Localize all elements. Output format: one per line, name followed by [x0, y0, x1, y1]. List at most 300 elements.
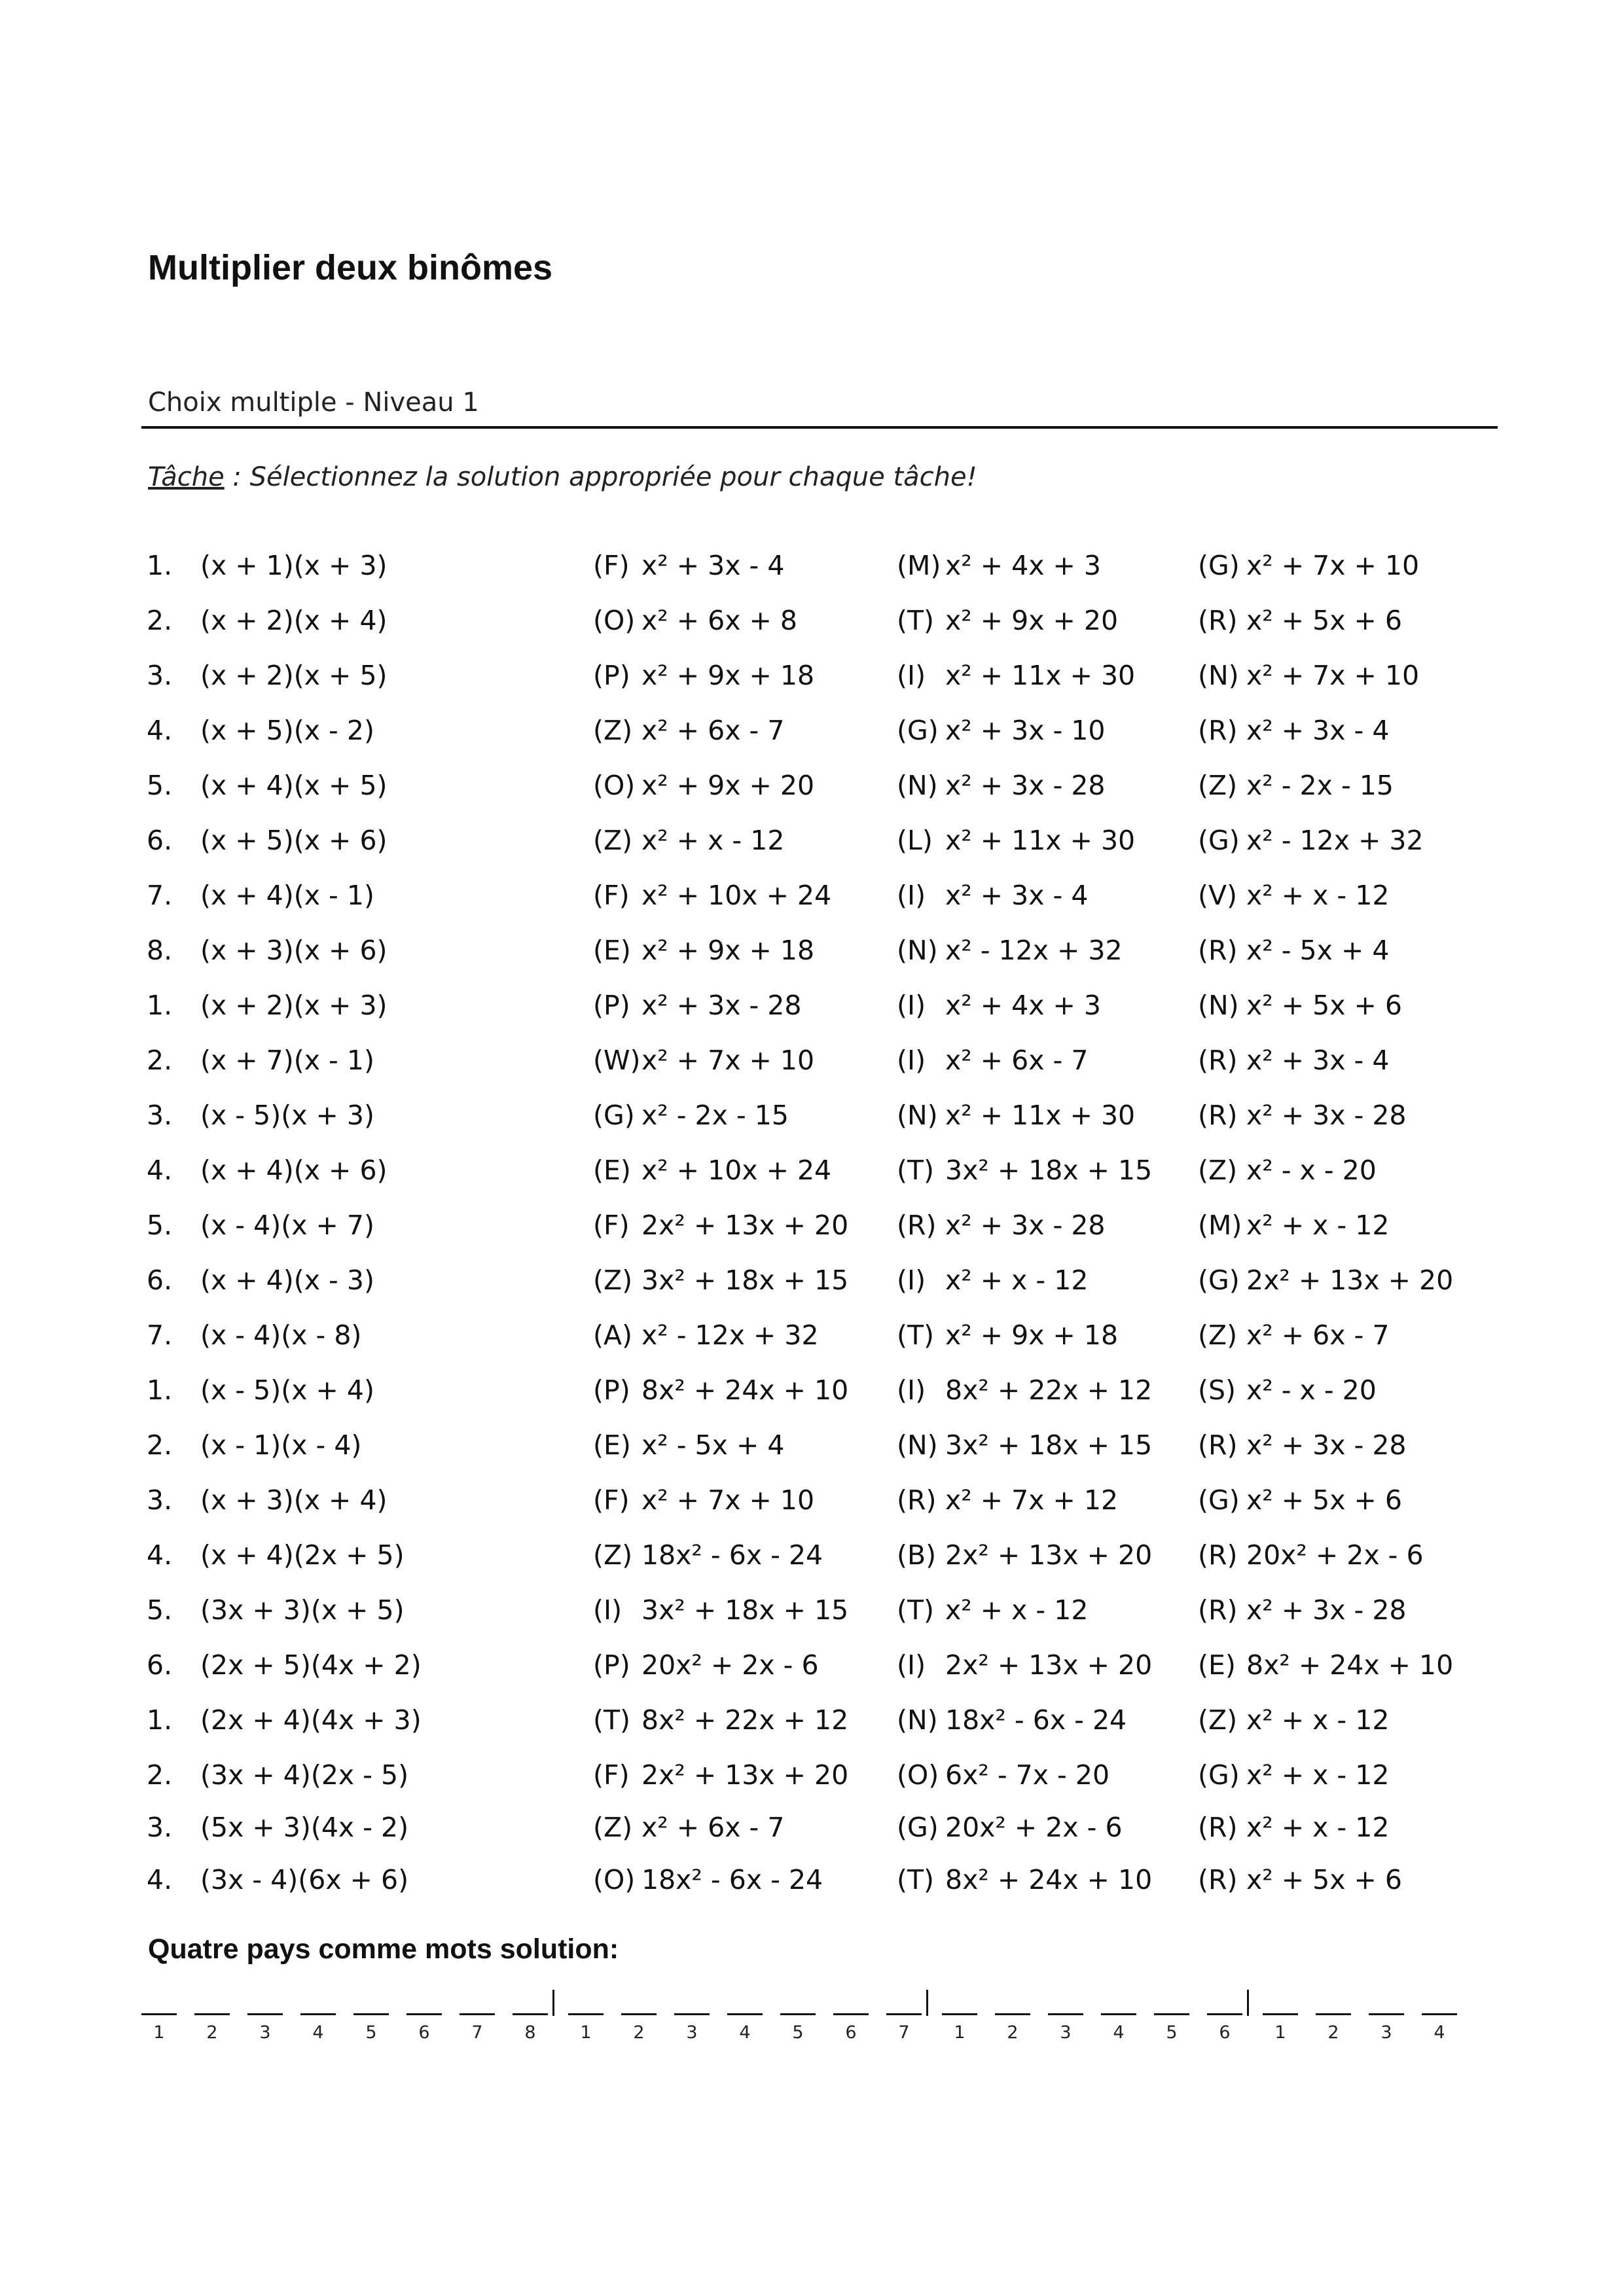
exercise-problem: (x - 4)(x - 8): [200, 1319, 362, 1351]
choice-expression: x² + 9x + 18: [641, 660, 815, 691]
choice-expression: x² + x - 12: [945, 1594, 1089, 1626]
exercise-number: 4.: [147, 715, 173, 746]
exercise-problem: (x - 1)(x - 4): [200, 1429, 362, 1461]
choice-expression: x² + 6x - 7: [1246, 1319, 1390, 1351]
answer-choice-b: [897, 1759, 1110, 1791]
choice-expression: 3x² + 18x + 15: [945, 1429, 1153, 1461]
choice-letter: (T): [897, 1319, 935, 1351]
answer-choice-a: [593, 935, 814, 966]
exercise-row: [0, 660, 1624, 699]
answer-blank-number: 6: [1219, 2022, 1231, 2043]
answer-choice-a: [593, 1649, 819, 1681]
answer-blank[interactable]: [621, 2013, 657, 2015]
exercise-problem: (3x - 4)(6x + 6): [200, 1864, 409, 1895]
answer-choice-c: [1198, 935, 1389, 966]
exercise-problem: (5x + 3)(4x - 2): [200, 1812, 409, 1843]
answer-choice-b: [897, 1429, 1152, 1461]
choice-letter: (I): [897, 990, 926, 1021]
answer-blank-number: 3: [686, 2022, 698, 2043]
answer-blank-number: 4: [739, 2022, 751, 2043]
answer-choice-c: [1198, 1265, 1453, 1296]
choice-expression: x² - 12x + 32: [1246, 825, 1424, 856]
choice-letter: (Z): [593, 1265, 633, 1296]
answer-blank-number: 5: [792, 2022, 804, 2043]
answer-choice-b: [897, 825, 1135, 856]
choice-letter: (R): [1198, 1812, 1238, 1843]
answer-choice-c: [1198, 880, 1389, 911]
answer-blanks: [0, 1990, 1624, 2055]
choice-letter: (G): [897, 1812, 939, 1843]
choice-expression: 8x² + 24x + 10: [641, 1374, 849, 1406]
exercise-number: 2.: [147, 1759, 173, 1791]
choice-letter: (T): [593, 1704, 631, 1736]
choice-expression: x² + 10x + 24: [641, 1155, 832, 1186]
exercise-row: [0, 880, 1624, 919]
choice-expression: 2x² + 13x + 20: [945, 1539, 1153, 1571]
word-separator: [552, 1990, 554, 2016]
answer-choice-a: [593, 1594, 848, 1626]
answer-choice-a: [593, 605, 797, 636]
answer-choice-a: [593, 660, 814, 691]
answer-blank[interactable]: [513, 2013, 548, 2015]
answer-blank[interactable]: [1207, 2013, 1242, 2015]
exercise-row: [0, 605, 1624, 644]
answer-blank[interactable]: [1101, 2013, 1136, 2015]
choice-expression: x² + 7x + 10: [1246, 660, 1420, 691]
answer-choice-a: [593, 1864, 823, 1895]
answer-blank[interactable]: [674, 2013, 710, 2015]
choice-letter: (T): [897, 1864, 935, 1895]
exercise-number: 7.: [147, 880, 173, 911]
exercise-row: [0, 1100, 1624, 1139]
answer-choice-c: [1198, 1429, 1407, 1461]
answer-choice-a: [593, 550, 784, 581]
choice-expression: x² + 3x - 28: [945, 1210, 1106, 1241]
choice-expression: x² + x - 12: [945, 1265, 1089, 1296]
answer-choice-c: [1198, 825, 1424, 856]
exercise-problem: (x + 2)(x + 4): [200, 605, 388, 636]
answer-blank-number: 1: [954, 2022, 965, 2043]
choice-letter: (O): [593, 1864, 636, 1895]
answer-blank[interactable]: [406, 2013, 442, 2015]
answer-blank[interactable]: [300, 2013, 336, 2015]
choice-letter: (Z): [1198, 1155, 1238, 1186]
choice-expression: 20x² + 2x - 6: [641, 1649, 819, 1681]
exercise-row: [0, 935, 1624, 974]
exercise-problem: (x - 4)(x + 7): [200, 1210, 374, 1241]
choice-expression: x² + x - 12: [1246, 1210, 1390, 1241]
task-text: : Sélectionnez la solution appropriée pour chaque tâche!: [224, 462, 977, 492]
choice-expression: x² + 5x + 6: [1246, 1864, 1402, 1895]
answer-choice-a: [593, 1155, 831, 1186]
exercise-problem: (x + 3)(x + 4): [200, 1484, 388, 1516]
answer-choice-c: [1198, 1812, 1389, 1843]
answer-blank-number: 2: [1327, 2022, 1339, 2043]
choice-letter: (L): [897, 825, 933, 856]
choice-expression: x² - x - 20: [1246, 1155, 1377, 1186]
answer-blank[interactable]: [1316, 2013, 1351, 2015]
answer-choice-c: [1198, 1539, 1424, 1571]
choice-letter: (E): [1198, 1649, 1236, 1681]
answer-choice-c: [1198, 715, 1389, 746]
choice-letter: (F): [593, 550, 630, 581]
answer-blank[interactable]: [141, 2013, 177, 2015]
answer-blank[interactable]: [833, 2013, 869, 2015]
exercise-problem: (x - 5)(x + 3): [200, 1100, 374, 1131]
choice-expression: x² + 7x + 12: [945, 1484, 1119, 1516]
exercise-problem: (2x + 4)(4x + 3): [200, 1704, 422, 1736]
choice-letter: (R): [1198, 1594, 1238, 1626]
choice-expression: 8x² + 22x + 12: [945, 1374, 1153, 1406]
choice-letter: (G): [1198, 825, 1240, 856]
answer-blank-number: 3: [1380, 2022, 1392, 2043]
answer-choice-b: [897, 1539, 1152, 1571]
exercise-number: 8.: [147, 935, 173, 966]
choice-letter: (N): [1198, 990, 1239, 1021]
exercise-row: [0, 550, 1624, 589]
answer-choice-a: [593, 1374, 848, 1406]
answer-choice-a: [593, 1484, 814, 1516]
exercise-row: [0, 715, 1624, 754]
choice-letter: (F): [593, 1210, 630, 1241]
answer-choice-a: [593, 1759, 848, 1791]
exercise-problem: (x + 5)(x + 6): [200, 825, 388, 856]
choice-letter: (Z): [593, 1539, 633, 1571]
answer-choice-a: [593, 1812, 784, 1843]
answer-choice-c: [1198, 1100, 1407, 1131]
exercise-number: 2.: [147, 1429, 173, 1461]
answer-choice-c: [1198, 1319, 1389, 1351]
choice-letter: (M): [897, 550, 941, 581]
choice-expression: 8x² + 24x + 10: [945, 1864, 1153, 1895]
choice-expression: x² + 11x + 30: [945, 1100, 1136, 1131]
choice-letter: (Z): [1198, 770, 1238, 801]
choice-letter: (E): [593, 1429, 631, 1461]
choice-expression: x² + 9x + 20: [641, 770, 815, 801]
choice-expression: x² + 4x + 3: [945, 990, 1101, 1021]
exercise-problem: (3x + 3)(x + 5): [200, 1594, 405, 1626]
answer-choice-c: [1198, 1484, 1402, 1516]
choice-letter: (O): [593, 770, 636, 801]
choice-expression: 3x² + 18x + 15: [945, 1155, 1153, 1186]
answer-choice-a: [593, 1539, 823, 1571]
choice-letter: (M): [1198, 1210, 1242, 1241]
exercise-row: [0, 1864, 1624, 1903]
answer-blank[interactable]: [568, 2013, 604, 2015]
choice-letter: (I): [897, 1374, 926, 1406]
answer-choice-c: [1198, 1594, 1407, 1626]
answer-choice-c: [1198, 660, 1419, 691]
choice-expression: x² + 5x + 6: [1246, 1484, 1402, 1516]
exercise-problem: (x + 4)(x - 3): [200, 1265, 374, 1296]
header-divider: [141, 426, 1498, 429]
choice-expression: x² + 3x - 10: [945, 715, 1106, 746]
answer-blank-number: 1: [153, 2022, 165, 2043]
choice-expression: x² + 11x + 30: [945, 825, 1136, 856]
answer-blank-number: 1: [580, 2022, 592, 2043]
answer-choice-c: [1198, 1374, 1377, 1406]
exercise-number: 2.: [147, 1045, 173, 1076]
choice-expression: x² + x - 12: [1246, 880, 1390, 911]
choice-expression: x² - 12x + 32: [945, 935, 1123, 966]
choice-letter: (R): [1198, 715, 1238, 746]
answer-blank-number: 2: [1007, 2022, 1019, 2043]
answer-choice-b: [897, 1265, 1088, 1296]
answer-choice-a: [593, 990, 802, 1021]
exercise-row: [0, 770, 1624, 809]
choice-letter: (I): [897, 1045, 926, 1076]
choice-expression: x² + 3x - 28: [641, 990, 802, 1021]
answer-choice-b: [897, 1864, 1152, 1895]
choice-expression: x² - 5x + 4: [1246, 935, 1390, 966]
choice-expression: x² - 5x + 4: [641, 1429, 785, 1461]
choice-expression: x² + 3x - 4: [641, 550, 785, 581]
answer-choice-a: [593, 1265, 848, 1296]
choice-letter: (E): [593, 1155, 631, 1186]
exercise-row: [0, 1594, 1624, 1634]
choice-letter: (A): [593, 1319, 633, 1351]
answer-choice-b: [897, 1100, 1135, 1131]
exercise-problem: (x + 3)(x + 6): [200, 935, 388, 966]
choice-letter: (B): [897, 1539, 937, 1571]
word-separator: [1247, 1990, 1249, 2016]
choice-letter: (R): [1198, 1539, 1238, 1571]
choice-letter: (Z): [593, 825, 633, 856]
choice-letter: (P): [593, 660, 630, 691]
answer-blank-number: 7: [898, 2022, 910, 2043]
choice-expression: 8x² + 24x + 10: [1246, 1649, 1454, 1681]
exercise-number: 5.: [147, 1594, 173, 1626]
choice-letter: (G): [1198, 550, 1240, 581]
answer-blank[interactable]: [995, 2013, 1030, 2015]
answer-choice-a: [593, 880, 831, 911]
answer-choice-c: [1198, 1649, 1453, 1681]
choice-expression: x² + x - 12: [1246, 1812, 1390, 1843]
exercise-problem: (x + 4)(x + 5): [200, 770, 388, 801]
answer-blank[interactable]: [247, 2013, 283, 2015]
choice-letter: (T): [897, 1594, 935, 1626]
task-instruction: [148, 462, 977, 492]
exercise-row: [0, 1812, 1624, 1851]
choice-letter: (P): [593, 1374, 630, 1406]
answer-choice-b: [897, 1319, 1118, 1351]
exercise-number: 2.: [147, 605, 173, 636]
choice-letter: (Z): [593, 1812, 633, 1843]
exercise-problem: (x + 4)(x + 6): [200, 1155, 388, 1186]
choice-letter: (T): [897, 605, 935, 636]
answer-choice-b: [897, 935, 1123, 966]
choice-letter: (I): [897, 880, 926, 911]
choice-expression: 18x² - 6x - 24: [641, 1539, 823, 1571]
exercise-number: 3.: [147, 1812, 173, 1843]
choice-letter: (P): [593, 1649, 630, 1681]
choice-expression: 18x² - 6x - 24: [641, 1864, 823, 1895]
choice-letter: (R): [1198, 1429, 1238, 1461]
choice-expression: 3x² + 18x + 15: [641, 1594, 849, 1626]
choice-letter: (N): [897, 1100, 938, 1131]
answer-choice-b: [897, 1594, 1088, 1626]
answer-choice-a: [593, 770, 814, 801]
answer-blank[interactable]: [942, 2013, 977, 2015]
exercise-number: 4.: [147, 1539, 173, 1571]
answer-blank[interactable]: [727, 2013, 763, 2015]
exercise-problem: (x + 4)(x - 1): [200, 880, 374, 911]
answer-choice-b: [897, 1812, 1123, 1843]
choice-letter: (S): [1198, 1374, 1236, 1406]
answer-blank[interactable]: [780, 2013, 816, 2015]
choice-expression: x² + 3x - 28: [1246, 1429, 1407, 1461]
exercise-row: [0, 1045, 1624, 1084]
answer-blank-number: 7: [471, 2022, 483, 2043]
exercise-number: 5.: [147, 1210, 173, 1241]
subtitle: Choix multiple - Niveau 1: [148, 387, 479, 418]
answer-choice-b: [897, 1210, 1106, 1241]
choice-letter: (G): [1198, 1759, 1240, 1791]
exercise-problem: (x + 7)(x - 1): [200, 1045, 374, 1076]
choice-expression: 3x² + 18x + 15: [641, 1265, 849, 1296]
answer-choice-c: [1198, 1210, 1389, 1241]
choice-letter: (R): [1198, 1864, 1238, 1895]
choice-letter: (R): [897, 1210, 937, 1241]
choice-expression: x² + 3x - 28: [1246, 1594, 1407, 1626]
choice-expression: 8x² + 22x + 12: [641, 1704, 849, 1736]
exercise-number: 6.: [147, 1649, 173, 1681]
answer-blank-number: 6: [418, 2022, 430, 2043]
exercise-number: 4.: [147, 1864, 173, 1895]
choice-letter: (V): [1198, 880, 1238, 911]
choice-letter: (N): [897, 1429, 938, 1461]
choice-expression: x² - x - 20: [1246, 1374, 1377, 1406]
choice-letter: (R): [1198, 605, 1238, 636]
exercise-number: 3.: [147, 1484, 173, 1516]
answer-blank[interactable]: [1369, 2013, 1404, 2015]
choice-letter: (N): [897, 1704, 938, 1736]
answer-blank-number: 4: [312, 2022, 324, 2043]
choice-letter: (F): [593, 880, 630, 911]
choice-letter: (G): [1198, 1265, 1240, 1296]
answer-blank[interactable]: [1263, 2013, 1298, 2015]
exercise-number: 3.: [147, 660, 173, 691]
answer-blank[interactable]: [886, 2013, 922, 2015]
choice-expression: 2x² + 13x + 20: [641, 1210, 849, 1241]
choice-letter: (R): [1198, 935, 1238, 966]
exercise-row: [0, 990, 1624, 1029]
exercise-number: 6.: [147, 1265, 173, 1296]
exercise-row: [0, 1484, 1624, 1524]
choice-letter: (Z): [593, 715, 633, 746]
answer-choice-c: [1198, 1155, 1377, 1186]
exercise-row: [0, 825, 1624, 864]
choice-letter: (G): [593, 1100, 635, 1131]
choice-expression: x² + 6x - 7: [945, 1045, 1089, 1076]
answer-blank-number: 5: [365, 2022, 377, 2043]
answer-choice-b: [897, 990, 1101, 1021]
answer-blank-number: 8: [524, 2022, 536, 2043]
answer-blank-number: 1: [1274, 2022, 1286, 2043]
answer-choice-a: [593, 825, 784, 856]
answer-choice-b: [897, 1484, 1118, 1516]
exercise-number: 1.: [147, 990, 173, 1021]
answer-choice-c: [1198, 1864, 1402, 1895]
choice-letter: (N): [1198, 660, 1239, 691]
choice-expression: x² + 3x - 4: [1246, 1045, 1390, 1076]
answer-choice-b: [897, 880, 1088, 911]
choice-letter: (R): [1198, 1100, 1238, 1131]
exercise-problem: (x + 4)(2x + 5): [200, 1539, 405, 1571]
choice-expression: x² + 3x - 28: [1246, 1100, 1407, 1131]
answer-blank-number: 2: [633, 2022, 645, 2043]
answer-blank[interactable]: [353, 2013, 389, 2015]
choice-expression: x² + x - 12: [1246, 1759, 1390, 1791]
answer-choice-a: [593, 715, 784, 746]
choice-letter: (I): [593, 1594, 623, 1626]
answer-choice-b: [897, 1045, 1088, 1076]
answer-blank-number: 3: [259, 2022, 271, 2043]
choice-letter: (T): [897, 1155, 935, 1186]
choice-expression: 20x² + 2x - 6: [945, 1812, 1123, 1843]
choice-expression: x² + x - 12: [641, 825, 785, 856]
choice-expression: x² + 9x + 18: [945, 1319, 1119, 1351]
exercise-row: [0, 1539, 1624, 1579]
exercise-row: [0, 1319, 1624, 1359]
exercise-row: [0, 1155, 1624, 1194]
exercise-problem: (x + 1)(x + 3): [200, 550, 388, 581]
exercise-row: [0, 1649, 1624, 1689]
answer-blank[interactable]: [1154, 2013, 1189, 2015]
exercise-row: [0, 1704, 1624, 1744]
answer-choice-a: [593, 1045, 814, 1076]
choice-expression: x² + x - 12: [1246, 1704, 1390, 1736]
choice-expression: x² + 6x + 8: [641, 605, 797, 636]
exercise-row: [0, 1210, 1624, 1249]
answer-choice-b: [897, 1704, 1127, 1736]
exercise-number: 3.: [147, 1100, 173, 1131]
choice-expression: x² - 2x - 15: [641, 1100, 789, 1131]
answer-section-title: Quatre pays comme mots solution:: [148, 1933, 619, 1965]
choice-expression: 18x² - 6x - 24: [945, 1704, 1127, 1736]
choice-expression: 2x² + 13x + 20: [641, 1759, 849, 1791]
choice-letter: (N): [897, 935, 938, 966]
answer-blank[interactable]: [460, 2013, 495, 2015]
choice-letter: (O): [593, 605, 636, 636]
word-separator: [926, 1990, 928, 2016]
choice-letter: (N): [897, 770, 938, 801]
exercise-problem: (x + 5)(x - 2): [200, 715, 374, 746]
choice-expression: 20x² + 2x - 6: [1246, 1539, 1424, 1571]
answer-blank[interactable]: [1422, 2013, 1457, 2015]
exercise-number: 1.: [147, 550, 173, 581]
choice-expression: 2x² + 13x + 20: [1246, 1265, 1454, 1296]
answer-choice-b: [897, 1649, 1152, 1681]
answer-choice-b: [897, 550, 1101, 581]
answer-choice-a: [593, 1319, 819, 1351]
exercise-number: 4.: [147, 1155, 173, 1186]
answer-choice-c: [1198, 1759, 1389, 1791]
answer-blank[interactable]: [1048, 2013, 1083, 2015]
answer-choice-c: [1198, 1045, 1389, 1076]
choice-letter: (F): [593, 1484, 630, 1516]
exercise-row: [0, 1265, 1624, 1304]
exercise-number: 7.: [147, 1319, 173, 1351]
choice-letter: (I): [897, 1265, 926, 1296]
task-label: Tâche: [148, 462, 225, 492]
answer-blank[interactable]: [194, 2013, 230, 2015]
choice-letter: (W): [593, 1045, 641, 1076]
choice-expression: x² + 3x - 28: [945, 770, 1106, 801]
choice-letter: (P): [593, 990, 630, 1021]
choice-letter: (G): [897, 715, 939, 746]
answer-choice-c: [1198, 550, 1419, 581]
